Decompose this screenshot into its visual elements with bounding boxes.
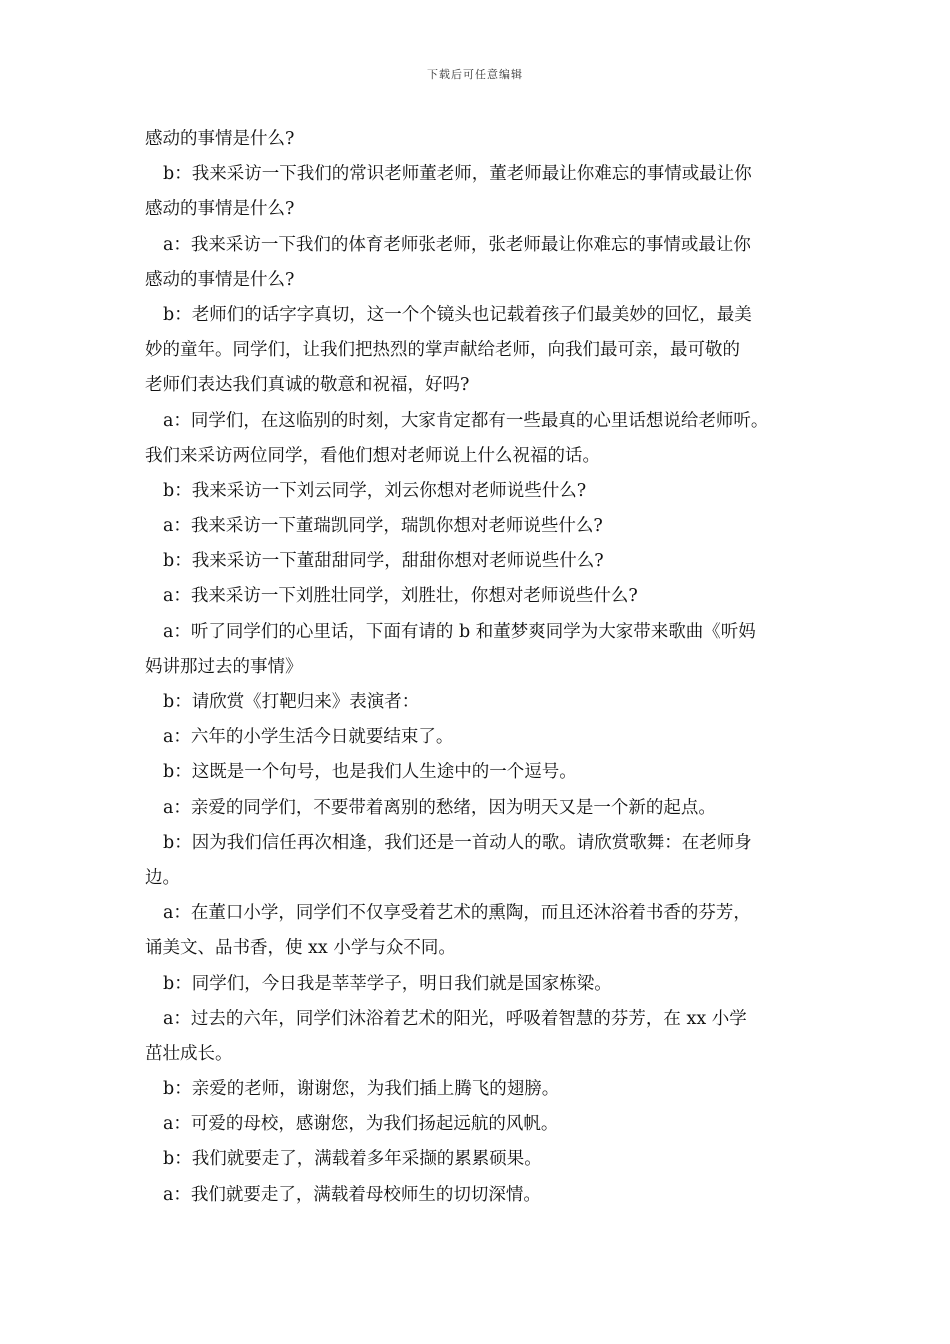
text-line: b：这既是一个句号，也是我们人生途中的一个逗号。 xyxy=(163,762,577,783)
text-line: a：我来采访一下我们的体育老师张老师，张老师最让你难忘的事情或最让你 xyxy=(163,234,751,255)
text-line: b：老师们的话字字真切，这一个个镜头也记载着孩子们最美妙的回忆，最美 xyxy=(163,304,752,325)
text-line: 感动的事情是什么? xyxy=(145,269,295,290)
text-line: 茁壮成长。 xyxy=(145,1043,233,1064)
text-line: 边。 xyxy=(145,867,180,888)
text-line: a：我来采访一下刘胜壮同学，刘胜壮，你想对老师说些什么? xyxy=(163,586,638,607)
text-line: 妙的童年。同学们，让我们把热烈的掌声献给老师，向我们最可亲，最可敬的 xyxy=(145,340,740,361)
text-line: b：我们就要走了，满载着多年采撷的累累硕果。 xyxy=(163,1149,542,1170)
text-line: 感动的事情是什么? xyxy=(145,129,295,149)
text-line: a：我们就要走了，满载着母校师生的切切深情。 xyxy=(163,1184,541,1205)
text-line: a：在董口小学，同学们不仅享受着艺术的熏陶，而且还沐浴着书香的芬芳， xyxy=(163,903,751,924)
text-line: a：我来采访一下董瑞凯同学，瑞凯你想对老师说些什么? xyxy=(163,516,603,537)
text-line: b：请欣赏《打靶归来》表演者： xyxy=(163,692,420,712)
text-line: b：亲爱的老师，谢谢您，为我们插上腾飞的翅膀。 xyxy=(163,1079,560,1100)
text-line: 妈讲那过去的事情》 xyxy=(145,656,303,677)
text-line: b：因为我们信任再次相逢，我们还是一首动人的歌。请欣赏歌舞：在老师身 xyxy=(163,832,752,853)
text-line: b：我来采访一下我们的常识老师董老师，董老师最让你难忘的事情或最让你 xyxy=(163,164,752,185)
text-line: a：同学们，在这临别的时刻，大家肯定都有一些最真的心里话想说给老师听。 xyxy=(163,410,769,431)
text-line: a：听了同学们的心里话，下面有请的 b 和董梦爽同学为大家带来歌曲《听妈 xyxy=(163,621,756,642)
document-body xyxy=(145,122,810,1213)
text-line: 诵美文、品书香，使 xx 小学与众不同。 xyxy=(145,938,456,959)
text-line: a：六年的小学生活今日就要结束了。 xyxy=(163,727,454,748)
text-line: 我们来采访两位同学，看他们想对老师说上什么祝福的话。 xyxy=(145,445,600,466)
text-line: b：我来采访一下董甜甜同学，甜甜你想对老师说些什么? xyxy=(163,551,604,572)
text-line: a：可爱的母校，感谢您，为我们扬起远航的风帆。 xyxy=(163,1114,559,1135)
text-line: b：我来采访一下刘云同学，刘云你想对老师说些什么? xyxy=(163,480,587,501)
text-line: b：同学们，今日我是莘莘学子，明日我们就是国家栋梁。 xyxy=(163,973,612,994)
page-header: 下载后可任意编辑 xyxy=(427,68,523,81)
text-line: a：过去的六年，同学们沐浴着艺术的阳光，呼吸着智慧的芬芳，在 xx 小学 xyxy=(163,1008,747,1029)
text-line: 老师们表达我们真诚的敬意和祝福，好吗? xyxy=(145,375,470,396)
text-line: a：亲爱的同学们，不要带着离别的愁绪，因为明天又是一个新的起点。 xyxy=(163,797,716,818)
text-line: 感动的事情是什么? xyxy=(145,199,295,220)
